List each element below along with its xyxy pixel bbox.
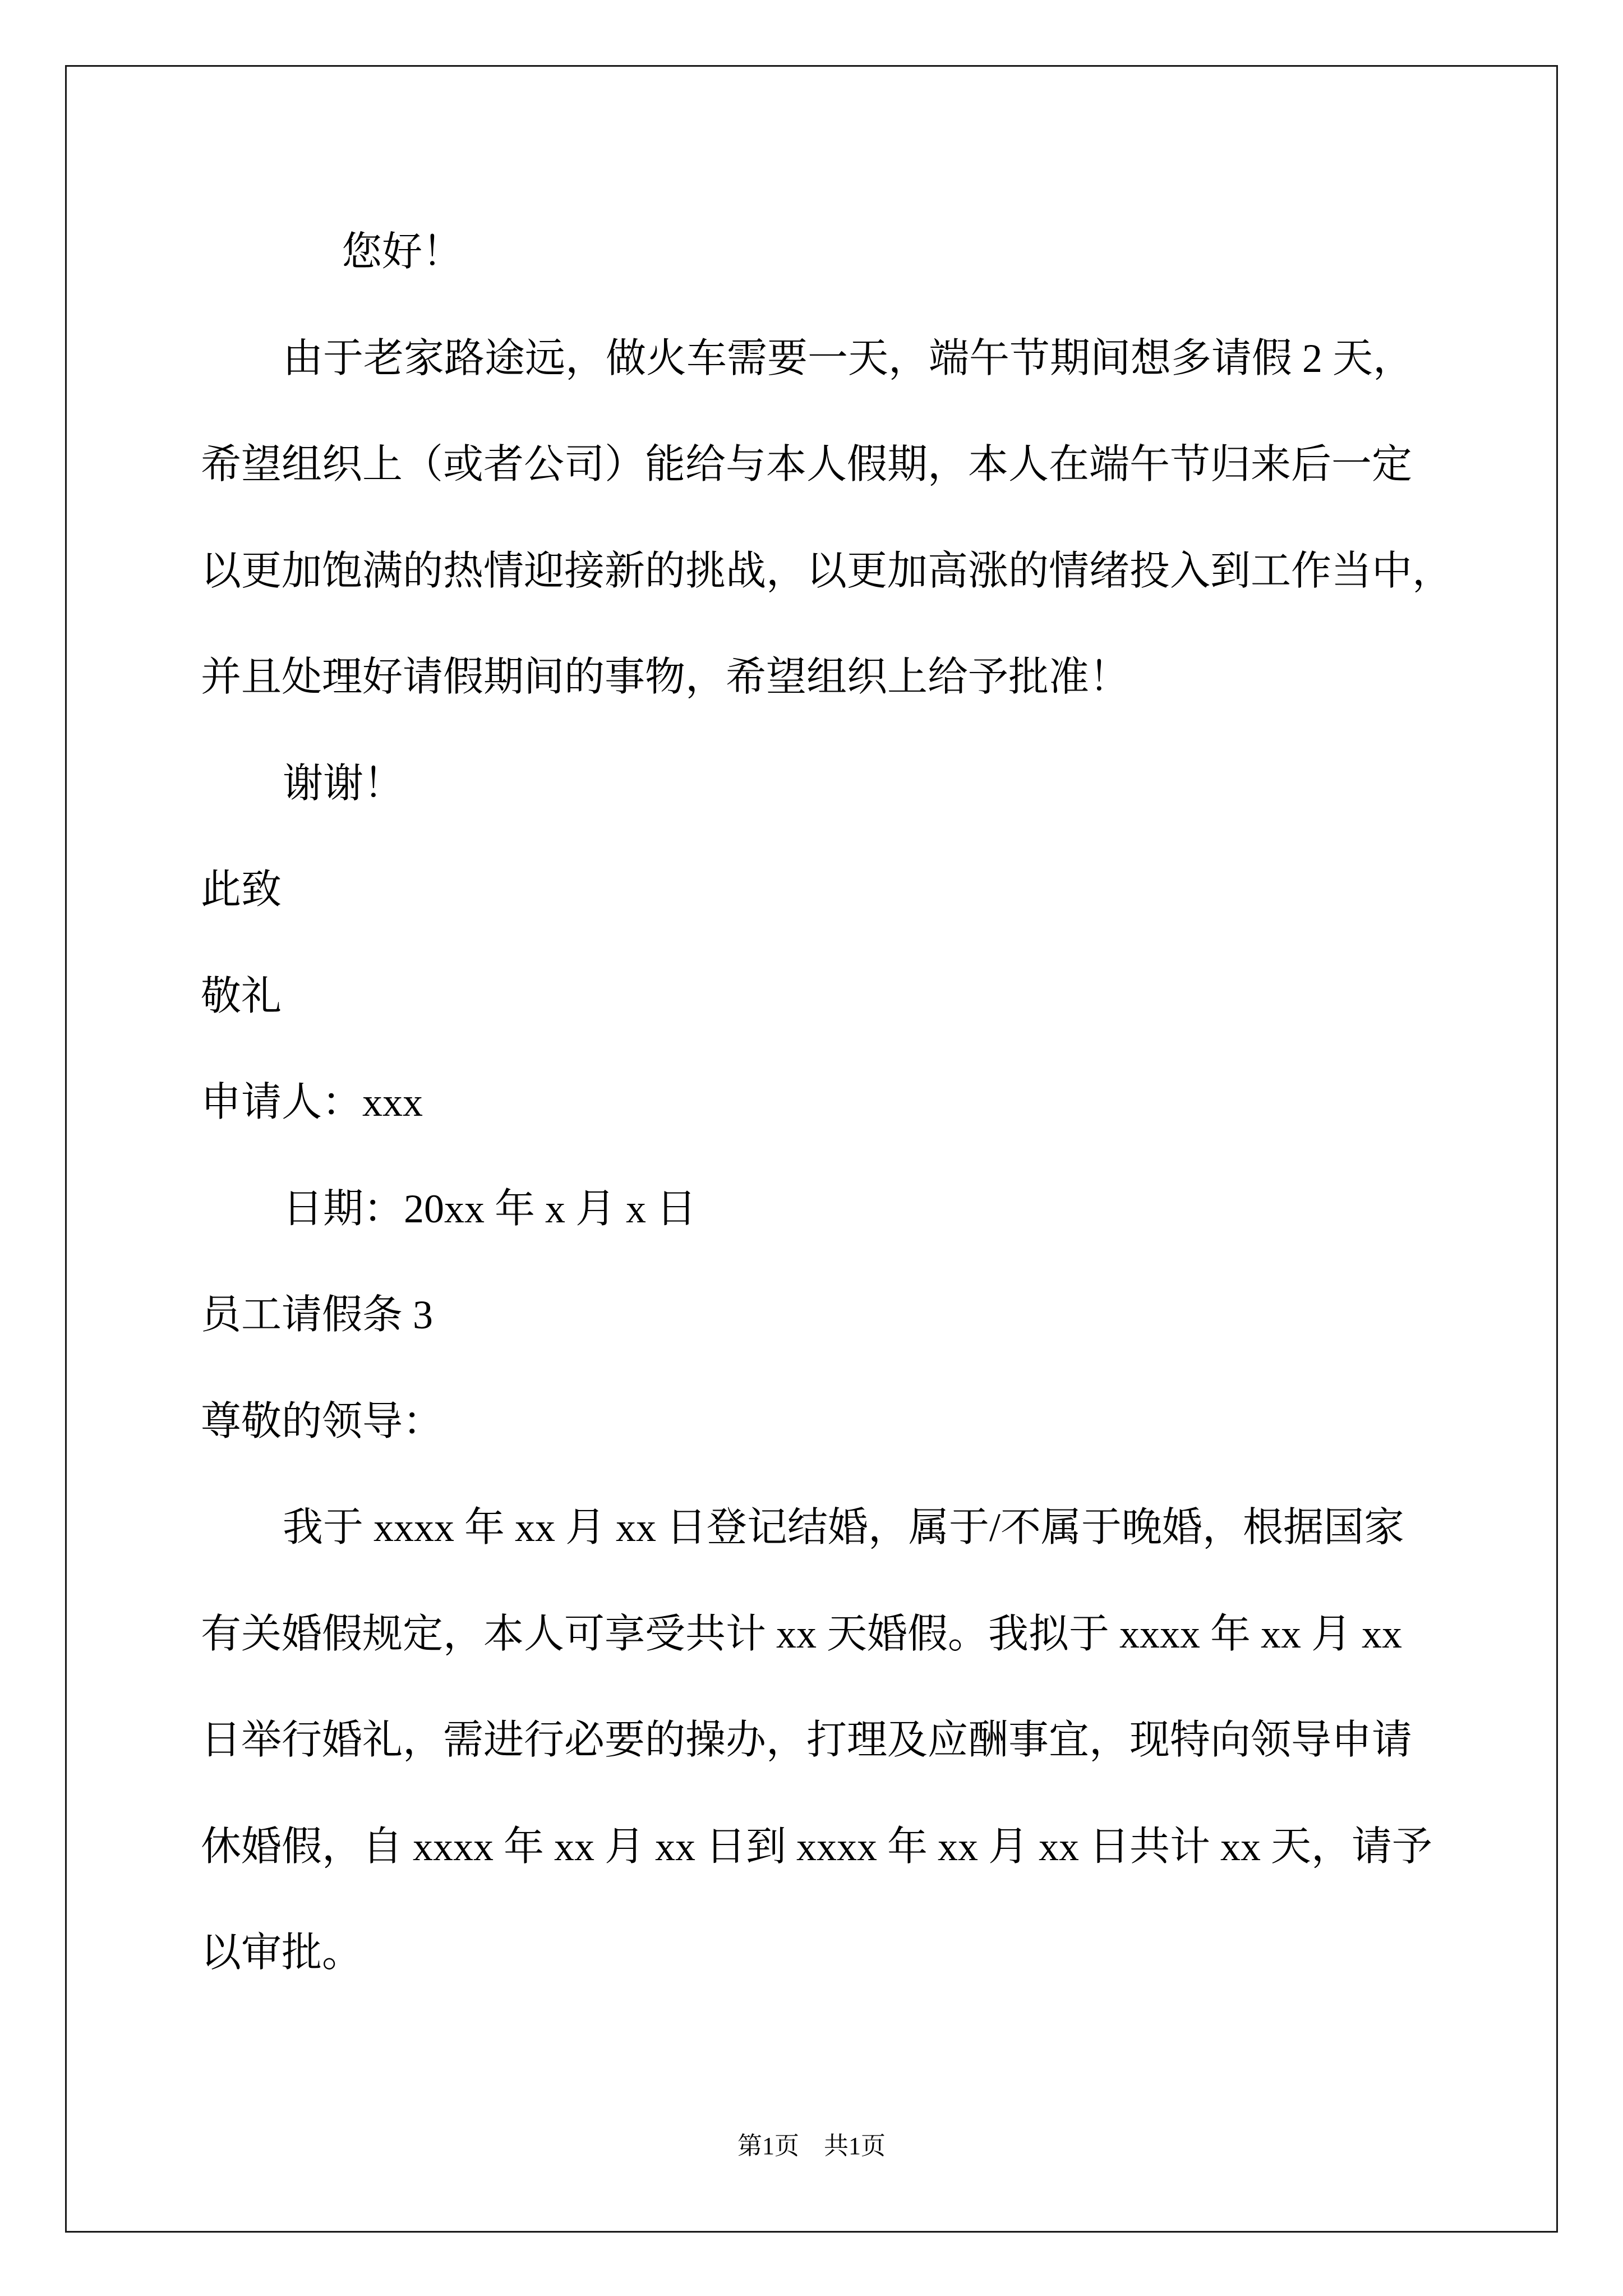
letter-title: 员工请假条 3 <box>201 1292 434 1337</box>
thanks-line: 谢谢！ <box>283 761 404 806</box>
body-line: 以审批。 <box>201 1930 363 1975</box>
body-line: 以更加饱满的热情迎接新的挑战，以更加高涨的情绪投入到工作当中， <box>201 548 1453 593</box>
closing-line: 敬礼 <box>201 973 282 1019</box>
greeting: 您好！ <box>342 229 463 274</box>
applicant-line: 申请人：xxx <box>201 1080 423 1125</box>
body-line: 希望组织上（或者公司）能给与本人假期，本人在端午节归来后一定 <box>201 442 1413 487</box>
date-line: 日期：20xx 年 x 月 x 日 <box>283 1186 697 1231</box>
body-line: 日举行婚礼，需进行必要的操办，打理及应酬事宜，现特向领导申请 <box>201 1718 1413 1763</box>
body-line: 有关婚假规定，本人可享受共计 xx 天婚假。我拟于 xxxx 年 xx 月 xx <box>201 1611 1403 1657</box>
salutation: 尊敬的领导： <box>201 1398 444 1444</box>
document-body <box>201 199 1524 2007</box>
body-line: 并且处理好请假期间的事物，希望组织上给予批准！ <box>201 655 1130 700</box>
page-footer: 第1页 共1页 <box>737 2132 886 2160</box>
body-line: 我于 xxxx 年 xx 月 xx 日登记结婚，属于/不属于晚婚，根据国家 <box>283 1505 1405 1550</box>
body-line: 休婚假，自 xxxx 年 xx 月 xx 日到 xxxx 年 xx 月 xx 日共计 xx 天，请予 <box>201 1824 1433 1869</box>
body-line: 由于老家路途远，做火车需要一天，端午节期间想多请假 2 天， <box>283 335 1414 381</box>
closing-line: 此致 <box>201 867 282 912</box>
